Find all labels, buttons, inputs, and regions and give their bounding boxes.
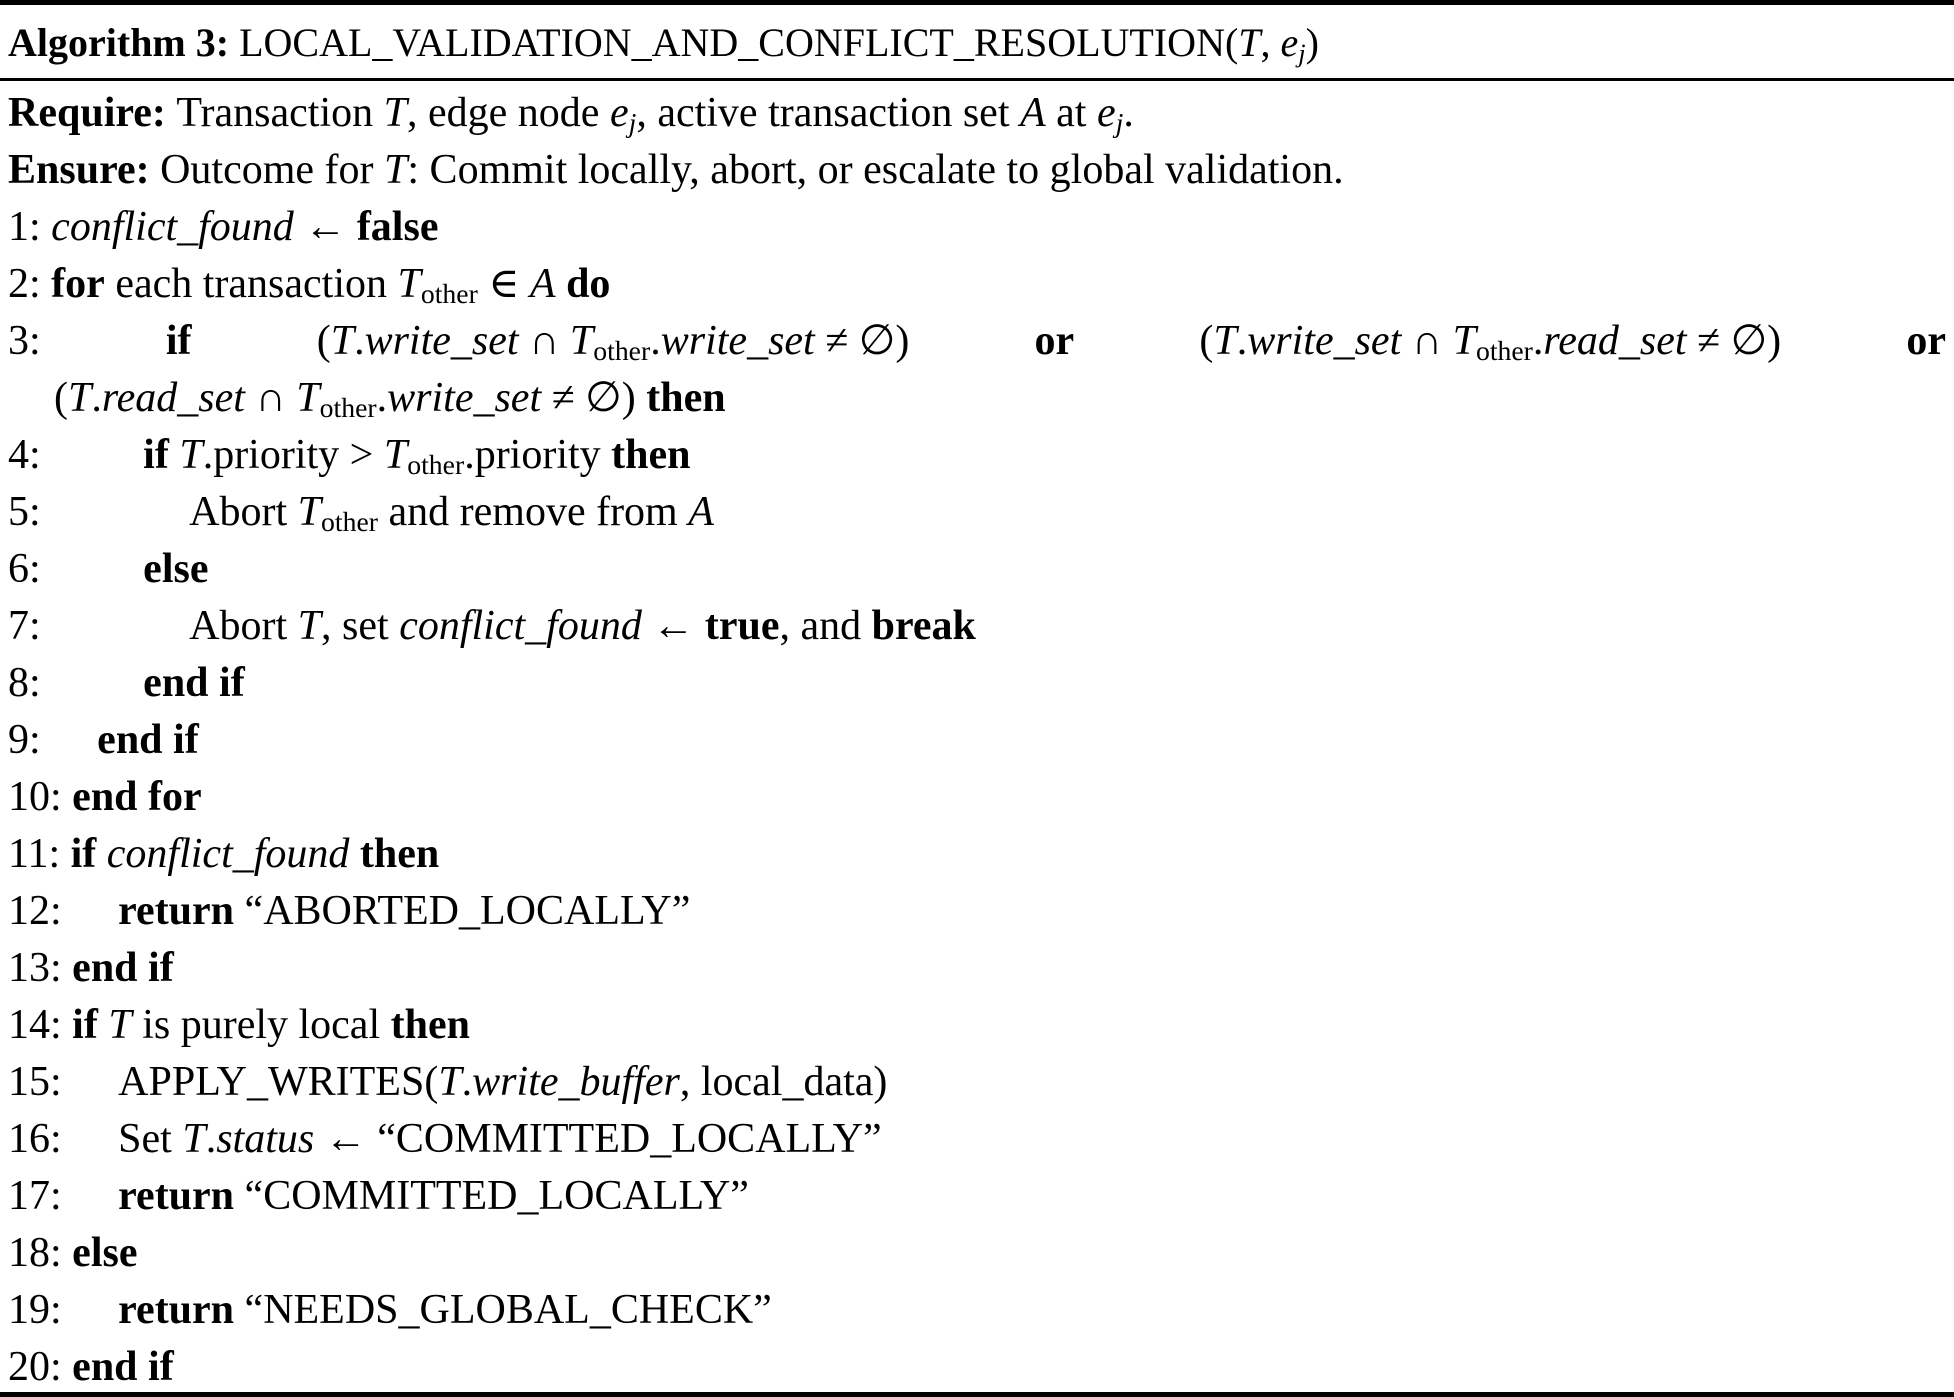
algo-line-4 — [8, 427, 1946, 484]
text-segment: other — [1475, 335, 1533, 367]
text-segment: T — [1238, 20, 1261, 65]
text-segment: return — [118, 1173, 235, 1219]
algo-line-12 — [8, 883, 1946, 940]
segment-group — [143, 432, 691, 481]
text-segment: LOCAL_VALIDATION_AND_CONFLICT_RESOLUTION( — [239, 20, 1239, 65]
text-segment: T — [384, 147, 408, 193]
algorithm-caption — [8, 14, 1946, 71]
segment-group — [8, 147, 1344, 193]
text-segment: end if — [97, 717, 199, 763]
line-number: 11: — [8, 831, 71, 877]
text-segment — [349, 831, 360, 877]
text-segment: Outcome for — [160, 147, 385, 193]
text-segment: T — [182, 1116, 206, 1162]
text-segment: . — [1236, 318, 1248, 364]
text-segment: e — [1280, 20, 1299, 65]
text-segment: or — [1906, 318, 1946, 364]
text-segment: write_buffer — [472, 1059, 680, 1105]
text-segment: write_set — [364, 318, 519, 364]
line-number: 10: — [8, 774, 73, 820]
text-segment: “COMMITTED_LOCALLY” — [234, 1173, 749, 1219]
text-segment: .priority > — [202, 432, 384, 478]
segment-group — [51, 261, 611, 310]
algo-line-8 — [8, 655, 1946, 712]
line-number: 1: — [8, 204, 52, 250]
text-segment: .priority — [464, 432, 612, 478]
text-segment: T — [383, 90, 408, 136]
text-segment: APPLY_WRITES( — [118, 1059, 439, 1105]
indent-spacer — [51, 467, 143, 468]
text-segment: other — [593, 335, 651, 367]
text-segment: ∩ — [518, 318, 570, 364]
segment-group — [72, 1002, 470, 1048]
text-segment: other — [319, 392, 377, 424]
text-segment: end if — [143, 660, 245, 706]
algo-line-9 — [8, 712, 1946, 769]
segment-group — [1906, 313, 1946, 370]
text-segment: ( — [54, 375, 68, 421]
segment-group — [118, 1116, 881, 1162]
text-segment: , edge node — [407, 90, 610, 136]
text-segment: read_set — [101, 375, 245, 421]
segment-group — [97, 717, 199, 763]
text-segment: other — [420, 278, 478, 310]
text-segment: T — [296, 375, 320, 421]
text-segment: . — [376, 375, 388, 421]
indent-spacer — [51, 638, 189, 639]
indent-spacer — [72, 1322, 118, 1323]
text-segment: return — [118, 1287, 235, 1333]
text-segment: Set — [118, 1116, 183, 1162]
text-segment: end for — [72, 774, 202, 820]
line-number: 14: — [8, 1002, 73, 1048]
text-segment: is purely local — [131, 1002, 391, 1048]
segment-group — [72, 774, 202, 820]
segment-group — [72, 945, 174, 991]
text-segment: , — [1260, 20, 1281, 65]
text-segment: T — [179, 432, 203, 478]
text-segment: false — [356, 204, 439, 250]
segment-group — [118, 1059, 887, 1105]
text-segment: Require: — [8, 90, 177, 136]
text-segment: conflict_found — [106, 831, 350, 877]
segment-group — [8, 90, 1134, 139]
segment-group — [118, 1173, 749, 1219]
text-segment: j — [1115, 107, 1124, 139]
text-segment: . — [461, 1059, 473, 1105]
segment-group — [143, 546, 208, 592]
segment-group — [143, 660, 245, 706]
text-segment: ← “COMMITTED_LOCALLY” — [314, 1116, 882, 1162]
segment-group — [51, 204, 438, 250]
text-segment: j — [628, 107, 637, 139]
segment-group — [189, 489, 714, 538]
text-segment: ≠ ∅) — [814, 318, 910, 364]
text-segment: Algorithm 3: — [8, 20, 240, 65]
segment-group — [118, 1287, 772, 1333]
text-segment: end if — [72, 945, 174, 991]
algorithm-body — [0, 81, 1954, 1396]
text-segment: “NEEDS_GLOBAL_CHECK” — [234, 1287, 772, 1333]
text-segment: . — [1532, 318, 1544, 364]
algo-line-18 — [8, 1225, 1946, 1282]
text-segment: do — [566, 261, 611, 307]
text-segment: , set — [321, 603, 400, 649]
header-ensure — [8, 142, 1946, 199]
text-segment: at — [1045, 90, 1097, 136]
segment-group — [54, 375, 726, 424]
text-segment: : Commit locally, abort, or escalate to global validation. — [407, 147, 1344, 193]
text-segment — [556, 261, 567, 307]
algo-line-3 — [8, 313, 1946, 370]
line-number: 12: — [8, 888, 73, 934]
text-segment: if — [72, 1002, 109, 1048]
line-number: 16: — [8, 1116, 73, 1162]
text-segment: T — [108, 1002, 132, 1048]
algo-line-16 — [8, 1111, 1946, 1168]
header-require — [8, 85, 1946, 142]
text-segment: j — [1298, 37, 1306, 68]
text-segment: and remove from — [378, 489, 689, 535]
text-segment: A — [688, 489, 714, 535]
algo-line-1 — [8, 199, 1946, 256]
line-number: 13: — [8, 945, 73, 991]
line-number: 20: — [8, 1344, 73, 1390]
text-segment: ∈ — [477, 261, 530, 307]
indent-spacer — [51, 524, 189, 525]
text-segment: for — [51, 261, 105, 307]
line-number: 15: — [8, 1059, 73, 1105]
algo-line-5 — [8, 484, 1946, 541]
text-segment: e — [609, 90, 629, 136]
text-segment: break — [871, 603, 976, 649]
segment-group — [1199, 313, 1781, 379]
text-segment: ( — [1199, 318, 1214, 364]
text-segment: . — [650, 318, 661, 364]
text-segment: Transaction — [176, 90, 384, 136]
line-number: 18: — [8, 1230, 73, 1276]
text-segment: . — [1123, 90, 1134, 136]
text-segment: . — [91, 375, 102, 421]
text-segment: read_set — [1543, 318, 1687, 364]
line-number: 7: — [8, 603, 52, 649]
text-segment: A — [529, 261, 556, 307]
algo-line-20 — [8, 1339, 1946, 1396]
segment-group — [72, 1344, 174, 1390]
text-segment: write_set — [660, 318, 815, 364]
line-number: 6: — [8, 546, 52, 592]
segment-group — [1035, 313, 1075, 370]
segment-group — [72, 1230, 137, 1276]
text-segment: end if — [72, 1344, 174, 1390]
text-segment: “ABORTED_LOCALLY” — [234, 888, 691, 934]
text-segment: ≠ ∅) — [541, 375, 647, 421]
algo-line-10 — [8, 769, 1946, 826]
segment-group — [166, 313, 192, 370]
text-segment: e — [1096, 90, 1116, 136]
text-segment: ( — [316, 318, 331, 364]
text-segment: T — [297, 603, 322, 649]
algo-line-6 — [8, 541, 1946, 598]
text-segment: T — [397, 261, 421, 307]
algo-line-11 — [8, 826, 1946, 883]
segment-group — [189, 603, 976, 649]
text-segment: ← — [293, 204, 357, 250]
line-number: 9: — [8, 717, 52, 763]
segment-group — [71, 831, 440, 877]
text-segment: then — [390, 1002, 470, 1048]
text-segment: else — [72, 1230, 138, 1276]
text-segment: then — [611, 432, 691, 478]
indent-spacer — [51, 581, 143, 582]
text-segment: other — [407, 449, 465, 481]
text-segment: if — [165, 318, 192, 364]
indent-spacer — [72, 1208, 118, 1209]
text-segment: ) — [1305, 20, 1319, 65]
text-segment: write_set — [1247, 318, 1402, 364]
text-segment: ← — [641, 603, 705, 649]
line-number: 2: — [8, 261, 52, 307]
text-segment: ∩ — [1401, 318, 1453, 364]
text-segment: other — [321, 506, 378, 538]
text-segment: write_set — [387, 375, 542, 421]
text-segment: true — [704, 603, 780, 649]
text-segment: . — [205, 1116, 217, 1162]
text-segment: A — [1020, 90, 1046, 136]
text-segment: or — [1034, 318, 1075, 364]
line-number: 19: — [8, 1287, 73, 1333]
algo-line-19 — [8, 1282, 1946, 1339]
algo-line-13 — [8, 940, 1946, 997]
algo-line-15 — [8, 1054, 1946, 1111]
text-segment: T — [569, 318, 594, 364]
line-number: 5: — [8, 489, 52, 535]
text-segment: if — [70, 831, 107, 877]
text-segment: each transaction — [104, 261, 398, 307]
indent-spacer — [72, 1094, 118, 1095]
indent-spacer — [8, 410, 54, 411]
text-segment: T — [1213, 318, 1237, 364]
indent-spacer — [51, 695, 143, 696]
text-segment: . — [354, 318, 365, 364]
text-segment: ∩ — [244, 375, 297, 421]
text-segment: Abort — [189, 489, 298, 535]
indent-spacer — [72, 923, 118, 924]
algo-line-14 — [8, 997, 1946, 1054]
text-segment: then — [359, 831, 440, 877]
text-segment: Abort — [189, 603, 298, 649]
text-segment: return — [118, 888, 235, 934]
segment-group — [8, 20, 1319, 68]
text-segment: then — [646, 375, 726, 421]
algo-line-17 — [8, 1168, 1946, 1225]
line-number: 3: — [8, 318, 41, 364]
text-segment: , active transaction set — [636, 90, 1020, 136]
indent-spacer — [72, 1151, 118, 1152]
line-number: 8: — [8, 660, 52, 706]
text-segment: , local_data) — [679, 1059, 888, 1105]
line-number: 4: — [8, 432, 52, 478]
indent-spacer — [51, 752, 97, 753]
text-segment: ≠ ∅) — [1686, 318, 1782, 364]
line-number: 17: — [8, 1173, 73, 1219]
text-segment: conflict_found — [399, 603, 642, 649]
text-segment: else — [143, 546, 209, 592]
algorithm-title — [0, 5, 1954, 81]
text-segment: T — [383, 432, 408, 478]
algo-line-7 — [8, 598, 1946, 655]
text-segment: T — [297, 489, 322, 535]
text-segment: Ensure: — [8, 147, 161, 193]
text-segment: T — [68, 375, 92, 421]
segment-group — [118, 888, 690, 934]
text-segment: status — [216, 1116, 315, 1162]
text-segment: if — [143, 432, 180, 478]
text-segment: conflict_found — [51, 204, 294, 250]
algo-line-2 — [8, 256, 1946, 313]
text-segment: T — [330, 318, 355, 364]
text-segment: , and — [779, 603, 872, 649]
text-segment: T — [438, 1059, 462, 1105]
text-segment: T — [1452, 318, 1476, 364]
